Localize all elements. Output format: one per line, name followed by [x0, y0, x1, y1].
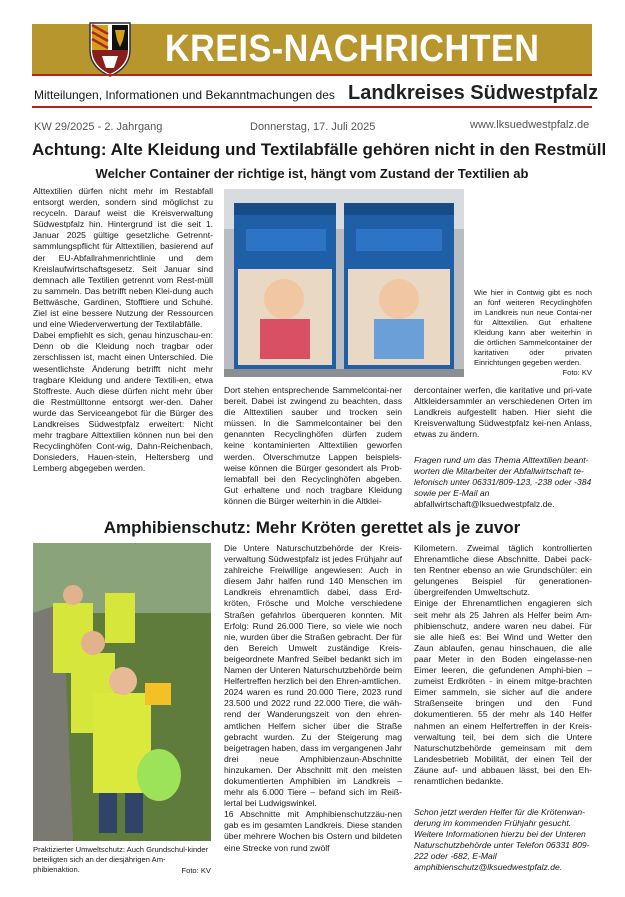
article2-photo-credit: Foto: KV	[181, 866, 211, 875]
article2-info-box: Schon jetzt werden Helfer für die Krötenwan-derung im kommenden Frühjahr gesucht. Weitere Informationen hierzu bei der Unteren Naturschutzbehörde unter Telefon 06331 809-222 oder -682, E-Mail amphibienschutz@lksuedwestpfalz.de.	[414, 807, 590, 873]
article2-column-2	[414, 543, 592, 787]
article2-headline: Amphibienschutz: Mehr Kröten gerettet als je zuvor	[103, 518, 521, 537]
article1-info-box	[414, 455, 592, 510]
article1-photo-caption: Wie hier in Contwig gibt es noch an fünf weiteren Recyclinghöfen im Landkreis nun neue Contai-ner für Alttextilien. Gut erhaltene Kleidung kann aber weiterhin in die örtlichen Sammelcontainer der karitativen oder privaten Einrichtungen gegeben werden.	[474, 288, 592, 367]
article2-paragraph: Die Untere Naturschutzbehörde der Kreis-verwaltung Südwestpfalz ist jedes Frühjahr auf zahlreiche Freiwillige angewiesen: Auch in diesem Jahr halfen rund 140 Menschen im Landkreis ehrenamtlich dabei, dass Erd-kröten, Frösche und Molche verschiedene Straßen gefahrlos überqueren konnten. Mit Erfolg: Rund 26.000 Tiere, so viele wie noch nie, wurden über die Straßen gebracht. Der für den Bereich Umwelt zuständige Kreis-beigeordnete Manfred Seibel bedankt sich im Namen der Unteren Naturschutzbehörde beim Helfertreffen herzlich bei den Ehren-amtlichen.	[224, 543, 402, 687]
amphibian-children-photo	[33, 543, 211, 841]
masthead-county: Landkreises Südwestpfalz	[348, 82, 599, 104]
article1-subheadline: Welcher Container der richtige ist, hängt vom Zustand der Textilien ab	[95, 166, 529, 181]
article2-column-1	[224, 543, 402, 854]
article1-column-1	[33, 186, 213, 474]
coat-of-arms-icon	[87, 20, 133, 78]
article2-paragraph: 16 Abschnitte mit Amphibienschutzzäu-nen gab es im gesamten Landkreis. Diese standen über mehrere Wochen bis Ostern und bildeten eine Strecke von rund zwölf	[224, 809, 402, 853]
article2-paragraph: 2024 waren es rund 20.000 Tiere, 2023 rund 23.500 und 2022 rund 22.000 Tiere, die wäh-rend der Wanderungszeit von den ehren-amtlichen Helfern sicher über die Straße gebracht wurden. Zu der Steigerung mag beigetragen haben, dass im vergangenen Jahr drei neue Amphibienzaun-Abschnitte hinzukamen. Der Abschnitt mit den meisten dokumentierten Amphibien im Landkreis – mehr als 6.000 Tiere – befand sich im Reiß-lertal bei Ludwigswinkel.	[224, 687, 402, 809]
masthead-divider	[32, 106, 592, 108]
article1-paragraph: Dabei empfiehlt es sich, genau hinzuschau-en: Denn ob die Kleidung noch tragbar oder zerschlissen ist, macht einen Unterschied. Die wesentlichste Änderung betrifft nicht mehr tragbare Kleidung und andere Textili-en, etwa Stoffreste. Auch diese dürfen nicht mehr über die Restmülltonne entsorgt wer-den. Daher wurde das Serviceangebot für die Bürger des Landkreises Südwestpfalz erweitert: Nicht mehr tragbare Alttextilien können nun bei den Recyclinghöfen Cont-wig, Dahn-Reichenbach, Donsieders, Hauen-stein, Heltersberg und Lemberg abgegeben werden.	[33, 330, 213, 474]
article2-paragraph: Kilometern. Zweimal täglich kontrollierten Ehrenamtliche diese Abschnitte. Dabei pack-ten Rentner ebenso an wie Grundschüler: ein gelungenes Beispiel für generationen-übergreifenden Umweltschutz.	[414, 543, 592, 598]
article1-photo-credit: Foto: KV	[562, 368, 592, 377]
article1-headline: Achtung: Alte Kleidung und Textilabfälle gehören nicht in den Restmüll	[32, 140, 607, 159]
article1-paragraph: Alttextilien dürfen nicht mehr im Restabfall entsorgt werden, sondern sind möglichst zu recyceln. Darauf weist die Kreisverwaltung Südwestpfalz hin. Hintergrund ist die seit 1. Januar 2025 gültige gesetzliche Getrennt-sammlungspflicht für Alttextilien, basierend auf der EU-Abfallrahmenrichtlinie und dem Kreislaufwirtschaftsgesetz. Seit Januar sind demnach alle Textilien getrennt vom Rest-müll zu sammeln. Das betrifft neben Klei-dung auch Bettwäsche, Gardinen, Stofftiere und Schuhe. Ziel ist eine bessere Nutzung der Ressourcen und eine Wiederverwertung der Textilabfälle.	[33, 186, 213, 330]
article1-email-link[interactable]: abfallwirtschaft@lksuedwestpfalz.de.	[414, 499, 555, 510]
article2-photo-caption: Praktizierter Umweltschutz: Auch Grundschul-kinder beteiligten sich an der diesjährigen Am-phibienaktion.	[33, 845, 209, 874]
issue-number: KW 29/2025 - 2. Jahrgang	[34, 121, 163, 133]
article2-paragraph: Einige der Ehrenamtlichen engagieren sich seit mehr als 25 Jahren als Helfer beim Am-phibienschutz, andere waren neu dabei. Für sie alle hieß es: Bei Wind und Wetter den Zaun ablaufen, genau hinschauen, die alle paar Meter in den Boden eingelasse-nen Eimer leeren, die gefundenen Amphi-bien – zumeist Erdkröten - in einem mitge-brachten Eimer sammeln, sie sicher auf die andere Straßenseite bringen und den Fund dokumentieren. 55 der mehr als 140 Helfer nahmen an einem Helfertreffen in der Kreis-verwaltung teil, bei dem sich die Untere Naturschutzbehörde gemeinsam mit dem Landesbetrieb Mobilität, der einen Teil der Zäune auf- und abbauen lässt, bei den Eh-renamtlichen bedankte.	[414, 598, 592, 786]
website-link[interactable]: www.lksuedwestpfalz.de	[470, 119, 590, 131]
article1-info-text: Fragen rund um das Thema Alttextilien beant-worten die Mitarbeiter der Abfallwirtschaft te-lefonisch unter 06331/809-123, -238 oder -384 sowie per E-Mail an	[414, 455, 592, 499]
issue-date: Donnerstag, 17. Juli 2025	[250, 121, 376, 133]
masthead-title: KREIS-NACHRICHTEN	[165, 28, 540, 70]
masthead-subline: Mitteilungen, Informationen und Bekanntmachungen des	[34, 88, 335, 102]
masthead-rule	[32, 74, 592, 76]
article1-column-2: Dort stehen entsprechende Sammelcontai-ner bereit. Dabei ist zwingend zu beachten, dass die Alttextilien sauber und trocken sein müssen. In die Sammelcontainer bei den genannten Recyclinghöfen dürfen zudem keine kontaminierten Alttextilien geworfen werden. Ölverschmutze Lappen beispiels-weise können die Bürger gesondert als Prob-lemabfall bei den Recyclinghöfen abgeben. Gut erhaltene und noch tragbare Kleidung können die Bürger weiterhin in die Altklei-	[224, 385, 402, 506]
recycling-container-photo	[224, 189, 464, 377]
article1-column-3: dercontainer werfen, die karitative und pri-vate Altkleidersammler an verschiedenen Orten im Landkreis aufgestellt haben. Hier sieht die Kreisverwaltung Südwestpfalz kei-nen Anlass, etwas zu ändern.	[414, 385, 592, 440]
